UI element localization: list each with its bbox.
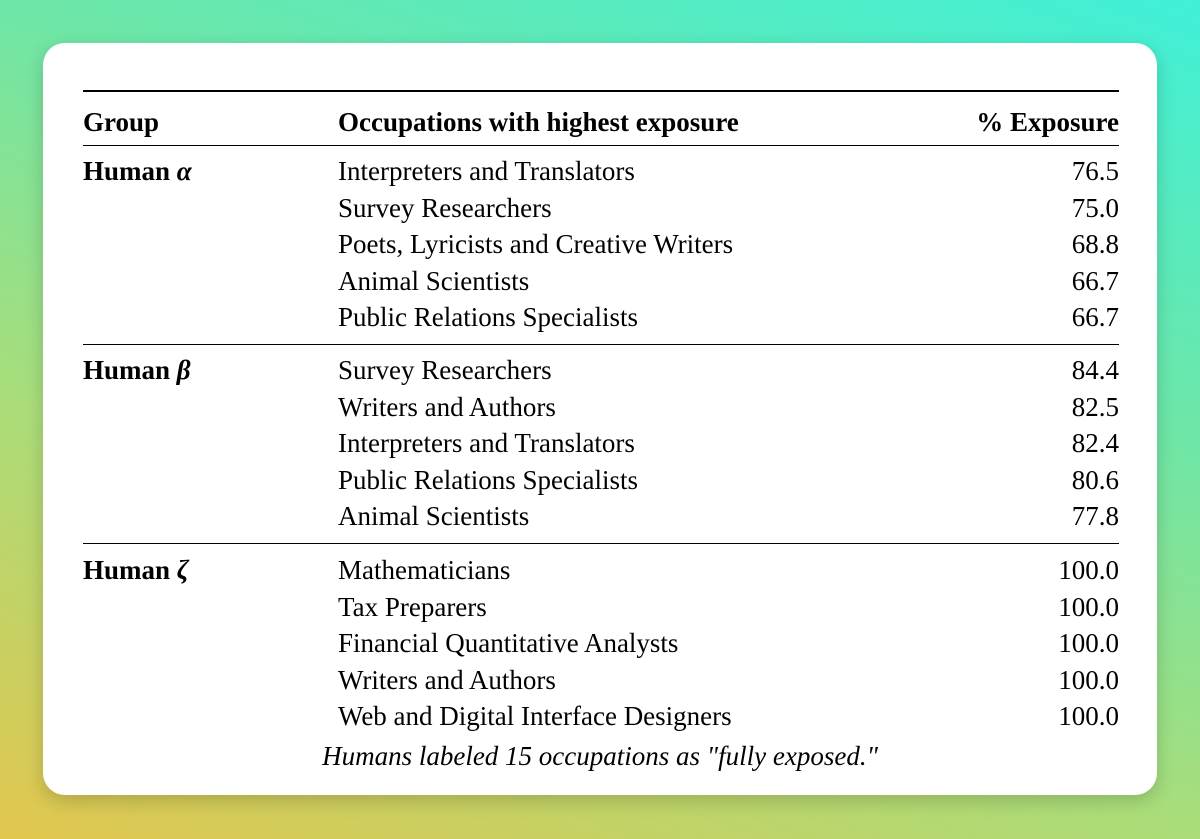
- exposure-cell: 100.0: [1058, 664, 1119, 695]
- table-row: [83, 302, 1119, 336]
- occupation-cell: Public Relations Specialists: [338, 464, 638, 495]
- occupation-cell: Tax Preparers: [338, 591, 487, 622]
- table-row: [83, 355, 1119, 389]
- occupation-cell: Survey Researchers: [338, 355, 552, 385]
- exposure-cell: 75.0: [1071, 192, 1119, 223]
- table-row: [83, 628, 1119, 662]
- exposure-cell: 76.5: [1071, 156, 1119, 186]
- occupation-cell: Writers and Authors: [338, 391, 556, 422]
- table-row: [83, 701, 1119, 735]
- group-symbol: ζ: [176, 555, 189, 585]
- exposure-cell: 100.0: [1058, 591, 1119, 622]
- occupation-cell: Financial Quantitative Analysts: [338, 628, 679, 658]
- exposure-cell: 68.8: [1071, 229, 1119, 259]
- table-row: [83, 266, 1119, 300]
- header-group: Group: [83, 107, 160, 137]
- exposure-cell: 66.7: [1071, 265, 1119, 296]
- group-symbol: α: [176, 156, 192, 186]
- exposure-cell: 84.4: [1071, 355, 1119, 385]
- table-row: [83, 592, 1119, 626]
- top-rule: [83, 90, 1119, 92]
- table-row: [83, 665, 1119, 699]
- group-symbol: β: [176, 355, 191, 385]
- table-row: [83, 555, 1119, 589]
- occupation-cell: Mathematicians: [338, 555, 511, 585]
- group-label: [83, 555, 189, 586]
- table-row: [83, 193, 1119, 227]
- header-occupations: Occupations with highest exposure: [338, 107, 739, 137]
- occupation-cell: Public Relations Specialists: [338, 302, 638, 332]
- occupation-cell: Poets, Lyricists and Creative Writers: [338, 229, 734, 259]
- group-name: Human: [83, 156, 171, 186]
- group-name: Human: [83, 555, 171, 585]
- occupation-cell: Writers and Authors: [338, 664, 556, 695]
- occupation-cell: Interpreters and Translators: [338, 428, 635, 458]
- header-exposure: % Exposure: [976, 107, 1119, 137]
- group-name: Human: [83, 355, 171, 385]
- group-rule: [83, 344, 1119, 345]
- exposure-cell: 100.0: [1058, 555, 1119, 585]
- exposure-cell: 66.7: [1071, 302, 1119, 332]
- table-row: [83, 428, 1119, 462]
- table-row: [83, 392, 1119, 426]
- header-rule: [83, 145, 1119, 146]
- table-caption: Humans labeled 15 occupations as "fully exposed.": [322, 741, 878, 771]
- table-row: [83, 229, 1119, 263]
- exposure-cell: 100.0: [1058, 628, 1119, 658]
- table-header-row: [83, 107, 1119, 137]
- table-row: [83, 465, 1119, 499]
- occupation-cell: Survey Researchers: [338, 192, 552, 223]
- table-row: [83, 156, 1119, 190]
- occupation-cell: Animal Scientists: [338, 265, 530, 296]
- table-card: [43, 43, 1157, 795]
- exposure-cell: 77.8: [1071, 501, 1119, 531]
- table-row: [83, 501, 1119, 535]
- occupation-cell: Web and Digital Interface Designers: [338, 701, 732, 731]
- exposure-cell: 82.4: [1071, 428, 1119, 458]
- exposure-cell: 80.6: [1071, 464, 1119, 495]
- group-label: [83, 355, 191, 386]
- occupation-cell: Animal Scientists: [338, 501, 530, 531]
- exposure-cell: 100.0: [1058, 701, 1119, 731]
- occupation-cell: Interpreters and Translators: [338, 156, 635, 186]
- group-rule: [83, 543, 1119, 544]
- group-label: [83, 156, 192, 187]
- exposure-cell: 82.5: [1071, 391, 1119, 422]
